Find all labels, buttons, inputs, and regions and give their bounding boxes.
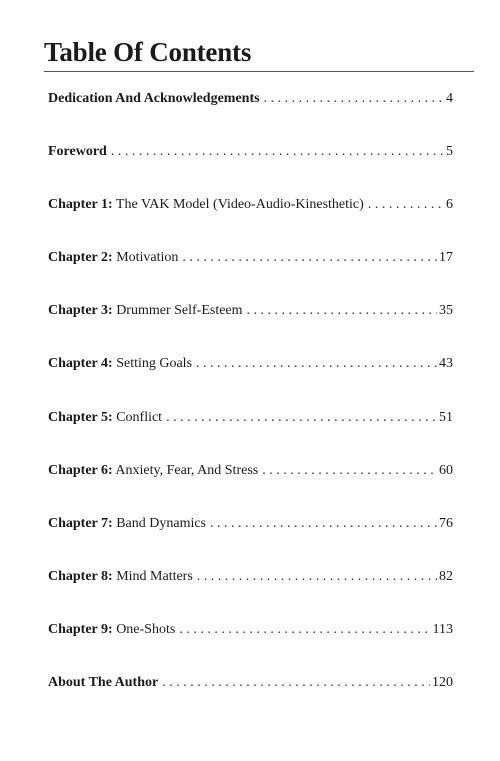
toc-entry-foreword[interactable] bbox=[48, 142, 453, 195]
entry-page-number: 6 bbox=[446, 197, 453, 213]
entry-title: Band Dynamics bbox=[112, 515, 207, 531]
entry-page-number: 4 bbox=[446, 91, 453, 106]
entry-page-number: 82 bbox=[439, 568, 453, 584]
entry-page-number: 113 bbox=[432, 621, 453, 637]
dot-leader bbox=[262, 461, 437, 481]
toc-entry-dedication[interactable] bbox=[48, 89, 453, 142]
entry-prefix: Chapter 3: bbox=[48, 303, 113, 319]
entry-label bbox=[48, 89, 264, 109]
entry-prefix: Chapter 1: bbox=[48, 197, 113, 213]
entry-prefix: Foreword bbox=[48, 144, 107, 160]
entry-label bbox=[48, 620, 179, 640]
entry-prefix: Chapter 2: bbox=[48, 250, 113, 266]
dot-leader bbox=[162, 673, 430, 693]
dot-leader bbox=[196, 354, 437, 374]
dot-leader bbox=[210, 514, 437, 534]
dot-leader bbox=[179, 620, 430, 640]
entry-page-number: 35 bbox=[439, 303, 453, 319]
entry-title: Setting Goals bbox=[112, 356, 193, 372]
toc-entry-chapter-5[interactable] bbox=[48, 408, 453, 461]
dot-leader bbox=[264, 89, 444, 109]
entry-title: Anxiety, Fear, And Stress bbox=[112, 462, 259, 478]
entry-prefix: About The Author bbox=[48, 675, 159, 691]
entry-label bbox=[48, 301, 247, 321]
entry-label bbox=[48, 195, 368, 215]
entry-label bbox=[48, 461, 262, 481]
entry-prefix: Chapter 6: bbox=[48, 462, 113, 478]
toc-list bbox=[48, 89, 453, 726]
entry-label bbox=[48, 248, 182, 268]
toc-entry-chapter-6[interactable] bbox=[48, 461, 453, 514]
entry-prefix: Chapter 8: bbox=[48, 568, 113, 584]
entry-page-number: 76 bbox=[439, 515, 453, 531]
entry-prefix: Chapter 7: bbox=[48, 515, 113, 531]
entry-page-number: 60 bbox=[439, 462, 453, 478]
entry-title: Conflict bbox=[112, 409, 163, 425]
toc-entry-chapter-1[interactable] bbox=[48, 195, 453, 248]
entry-page-number: 43 bbox=[439, 356, 453, 372]
entry-label bbox=[48, 673, 162, 693]
page-title: Table Of Contents bbox=[44, 37, 252, 67]
entry-title: Mind Matters bbox=[112, 568, 193, 584]
toc-entry-chapter-3[interactable] bbox=[48, 301, 453, 354]
entry-page-number: 51 bbox=[439, 409, 453, 425]
entry-page-number: 120 bbox=[432, 675, 453, 691]
toc-entry-about-the-author[interactable] bbox=[48, 673, 453, 726]
entry-title: Drummer Self-Esteem bbox=[112, 303, 243, 319]
entry-label bbox=[48, 142, 111, 162]
dot-leader bbox=[247, 301, 437, 321]
entry-label bbox=[48, 567, 197, 587]
entry-page-number: 17 bbox=[439, 250, 453, 266]
dot-leader bbox=[111, 142, 444, 162]
entry-title: Motivation bbox=[112, 250, 179, 266]
dot-leader bbox=[182, 248, 437, 268]
entry-label bbox=[48, 354, 196, 374]
dot-leader bbox=[166, 408, 437, 428]
entry-prefix: Chapter 4: bbox=[48, 356, 113, 372]
toc-entry-chapter-9[interactable] bbox=[48, 620, 453, 673]
entry-page-number: 5 bbox=[446, 144, 453, 160]
toc-entry-chapter-8[interactable] bbox=[48, 567, 453, 620]
toc-entry-chapter-7[interactable] bbox=[48, 514, 453, 567]
toc-entry-chapter-4[interactable] bbox=[48, 354, 453, 407]
entry-prefix: Dedication And Acknowledgements bbox=[48, 91, 260, 106]
entry-prefix: Chapter 5: bbox=[48, 409, 113, 425]
entry-title: One-Shots bbox=[112, 621, 176, 637]
dot-leader bbox=[368, 195, 444, 215]
title-divider bbox=[44, 71, 474, 72]
dot-leader bbox=[197, 567, 437, 587]
entry-prefix: Chapter 9: bbox=[48, 621, 113, 637]
entry-title: The VAK Model (Video-Audio-Kinesthetic) bbox=[112, 197, 364, 213]
entry-label bbox=[48, 514, 210, 534]
entry-label bbox=[48, 408, 166, 428]
toc-entry-chapter-2[interactable] bbox=[48, 248, 453, 301]
